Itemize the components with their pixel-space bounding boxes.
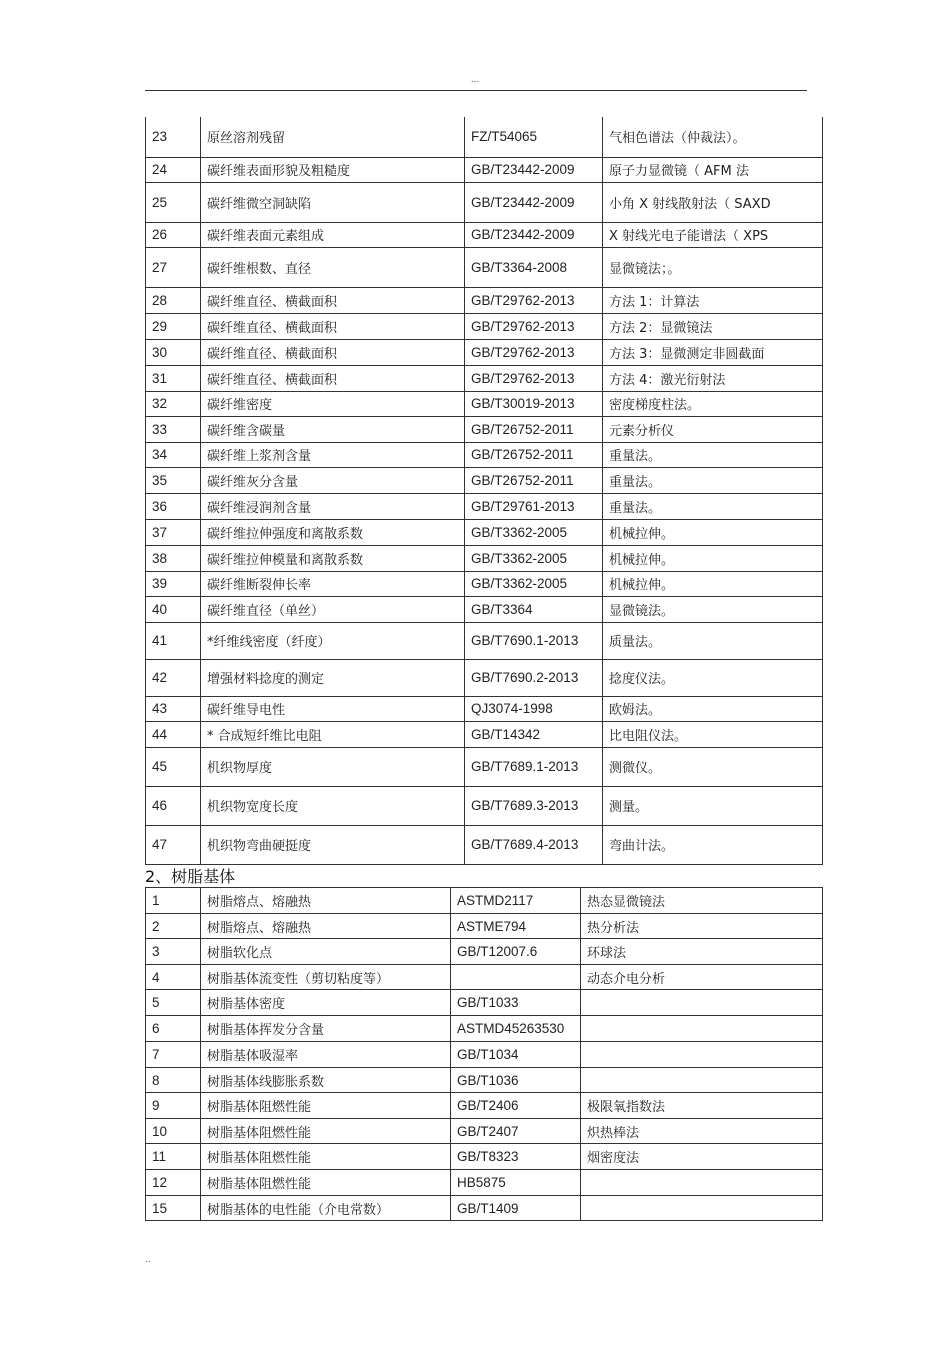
test-item: 树脂基体阻燃性能: [201, 1144, 451, 1170]
test-method: 机械拉伸。: [603, 571, 823, 596]
table-row: [146, 1068, 823, 1093]
test-item: 树脂软化点: [201, 939, 451, 965]
standard-code: GB/T8323: [451, 1144, 581, 1170]
table-row: [146, 222, 823, 247]
test-method: [581, 1016, 823, 1042]
table-row: [146, 747, 823, 786]
test-item: 碳纤维含碳量: [201, 416, 465, 442]
test-item: 碳纤维直径（单丝）: [201, 596, 465, 622]
test-item: 树脂基体阻燃性能: [201, 1093, 451, 1119]
standard-code: GB/T29762-2013: [465, 313, 603, 339]
test-method: 比电阻仪法。: [603, 721, 823, 747]
table-row: [146, 493, 823, 519]
standard-code: GB/T7690.1-2013: [465, 622, 603, 659]
row-number: 2: [146, 914, 201, 939]
table-row: [146, 622, 823, 659]
row-number: 32: [146, 391, 201, 416]
standard-code: QJ3074-1998: [465, 696, 603, 721]
standard-code: GB/T30019-2013: [465, 391, 603, 416]
test-item: 碳纤维密度: [201, 391, 465, 416]
standard-code: FZ/T54065: [465, 117, 603, 157]
standard-code: GB/T12007.6: [451, 939, 581, 965]
row-number: 41: [146, 622, 201, 659]
standard-code: ASTME794: [451, 914, 581, 939]
standard-code: GB/T1034: [451, 1042, 581, 1068]
test-method: 热态显微镜法: [581, 888, 823, 914]
table-row: [146, 965, 823, 990]
table-row: [146, 467, 823, 493]
table-row: [146, 391, 823, 416]
test-item: 树脂基体线膨胀系数: [201, 1068, 451, 1093]
standard-code: GB/T7689.3-2013: [465, 786, 603, 825]
footer-ellipsis: ..: [145, 1254, 151, 1265]
table-row: [146, 1196, 823, 1221]
row-number: 15: [146, 1196, 201, 1221]
test-item: 树脂熔点、熔融热: [201, 914, 451, 939]
test-item: 碳纤维上浆剂含量: [201, 442, 465, 467]
section-title-resin-matrix: 2、树脂基体: [145, 867, 236, 886]
test-item: 碳纤维直径、横截面积: [201, 313, 465, 339]
standard-code: GB/T1409: [451, 1196, 581, 1221]
standard-code: GB/T29762-2013: [465, 365, 603, 391]
test-method: [581, 1042, 823, 1068]
resin-test-table: [145, 887, 823, 1221]
row-number: 38: [146, 545, 201, 571]
test-method: 测微仪。: [603, 747, 823, 786]
row-number: 37: [146, 519, 201, 545]
row-number: 25: [146, 182, 201, 222]
test-method: 方法 1：计算法: [603, 287, 823, 313]
test-item: 机织物宽度长度: [201, 786, 465, 825]
standard-code: GB/T3362-2005: [465, 545, 603, 571]
test-item: 碳纤维拉伸模量和离散系数: [201, 545, 465, 571]
row-number: 47: [146, 825, 201, 864]
table-row: [146, 939, 823, 965]
standard-code: GB/T7690.2-2013: [465, 659, 603, 696]
test-method: [581, 1068, 823, 1093]
test-item: 碳纤维直径、横截面积: [201, 365, 465, 391]
standard-code: HB5875: [451, 1170, 581, 1196]
row-number: 36: [146, 493, 201, 519]
table-row: [146, 696, 823, 721]
table-row: [146, 914, 823, 939]
row-number: 34: [146, 442, 201, 467]
test-method: X 射线光电子能谱法（ XPS: [603, 222, 823, 247]
test-method: 密度梯度柱法。: [603, 391, 823, 416]
standard-code: GB/T1033: [451, 990, 581, 1016]
test-method: 方法 3：显微测定非圆截面: [603, 339, 823, 365]
standard-code: [451, 965, 581, 990]
row-number: 28: [146, 287, 201, 313]
test-method: 气相色谱法（仲裁法）。: [603, 117, 823, 157]
standard-code: GB/T26752-2011: [465, 416, 603, 442]
table-row: [146, 1042, 823, 1068]
row-number: 9: [146, 1093, 201, 1119]
row-number: 7: [146, 1042, 201, 1068]
test-method: 机械拉伸。: [603, 545, 823, 571]
test-method: 烟密度法: [581, 1144, 823, 1170]
table-row: [146, 365, 823, 391]
standard-code: GB/T7689.1-2013: [465, 747, 603, 786]
table-row: [146, 990, 823, 1016]
test-method: 极限氧指数法: [581, 1093, 823, 1119]
row-number: 27: [146, 247, 201, 287]
test-method: 欧姆法。: [603, 696, 823, 721]
fiber-test-table-body: [146, 117, 823, 864]
test-item: 树脂基体阻燃性能: [201, 1170, 451, 1196]
row-number: 12: [146, 1170, 201, 1196]
row-number: 30: [146, 339, 201, 365]
test-item: 树脂基体阻燃性能: [201, 1119, 451, 1144]
fiber-test-table: [145, 117, 823, 865]
test-method: 显微镜法。: [603, 596, 823, 622]
table-row: [146, 786, 823, 825]
test-method: 动态介电分析: [581, 965, 823, 990]
test-method: [581, 990, 823, 1016]
row-number: 29: [146, 313, 201, 339]
test-item: 碳纤维灰分含量: [201, 467, 465, 493]
row-number: 3: [146, 939, 201, 965]
standard-code: ASTMD2117: [451, 888, 581, 914]
test-method: 机械拉伸。: [603, 519, 823, 545]
table-row: [146, 596, 823, 622]
test-method: 捻度仪法。: [603, 659, 823, 696]
test-item: 碳纤维直径、横截面积: [201, 287, 465, 313]
test-method: 小角 X 射线散射法（ SAXD: [603, 182, 823, 222]
test-method: 方法 2：显微镜法: [603, 313, 823, 339]
row-number: 10: [146, 1119, 201, 1144]
test-item: 树脂熔点、熔融热: [201, 888, 451, 914]
table-row: [146, 1170, 823, 1196]
test-method: 测量。: [603, 786, 823, 825]
standard-code: GB/T3364: [465, 596, 603, 622]
row-number: 44: [146, 721, 201, 747]
standard-code: GB/T29762-2013: [465, 339, 603, 365]
header-ellipsis: ...: [470, 74, 480, 85]
row-number: 26: [146, 222, 201, 247]
header-rule: [145, 90, 807, 91]
test-method: 重量法。: [603, 493, 823, 519]
test-method: 显微镜法；。: [603, 247, 823, 287]
standard-code: ASTMD45263530: [451, 1016, 581, 1042]
test-item: * 合成短纤维比电阻: [201, 721, 465, 747]
table-row: [146, 339, 823, 365]
row-number: 1: [146, 888, 201, 914]
test-item: 树脂基体吸湿率: [201, 1042, 451, 1068]
test-item: 碳纤维导电性: [201, 696, 465, 721]
standard-code: GB/T2406: [451, 1093, 581, 1119]
table-row: [146, 182, 823, 222]
row-number: 45: [146, 747, 201, 786]
test-item: *纤维线密度（纤度）: [201, 622, 465, 659]
table-row: [146, 117, 823, 157]
table-row: [146, 1016, 823, 1042]
test-item: 原丝溶剂残留: [201, 117, 465, 157]
table-row: [146, 571, 823, 596]
row-number: 33: [146, 416, 201, 442]
test-method: 弯曲计法。: [603, 825, 823, 864]
standard-code: GB/T26752-2011: [465, 442, 603, 467]
table-row: [146, 545, 823, 571]
table-row: [146, 157, 823, 182]
table-row: [146, 1144, 823, 1170]
test-item: 碳纤维根数、直径: [201, 247, 465, 287]
table-row: [146, 1119, 823, 1144]
table-row: [146, 1093, 823, 1119]
test-method: 质量法。: [603, 622, 823, 659]
test-item: 机织物弯曲硬挺度: [201, 825, 465, 864]
resin-test-table-body: [146, 888, 823, 1221]
test-item: 碳纤维拉伸强度和离散系数: [201, 519, 465, 545]
test-method: 元素分析仪: [603, 416, 823, 442]
test-method: 环球法: [581, 939, 823, 965]
row-number: 4: [146, 965, 201, 990]
standard-code: GB/T23442-2009: [465, 222, 603, 247]
table-row: [146, 519, 823, 545]
table-row: [146, 825, 823, 864]
row-number: 39: [146, 571, 201, 596]
row-number: 5: [146, 990, 201, 1016]
test-item: 碳纤维表面元素组成: [201, 222, 465, 247]
standard-code: GB/T14342: [465, 721, 603, 747]
row-number: 11: [146, 1144, 201, 1170]
test-item: 增强材料捻度的测定: [201, 659, 465, 696]
row-number: 42: [146, 659, 201, 696]
test-method: 方法 4：激光衍射法: [603, 365, 823, 391]
table-row: [146, 659, 823, 696]
test-item: 碳纤维直径、横截面积: [201, 339, 465, 365]
test-method: 原子力显微镜（ AFM 法: [603, 157, 823, 182]
table-row: [146, 247, 823, 287]
standard-code: GB/T29761-2013: [465, 493, 603, 519]
test-method: 重量法。: [603, 442, 823, 467]
standard-code: GB/T3362-2005: [465, 571, 603, 596]
table-row: [146, 287, 823, 313]
table-row: [146, 888, 823, 914]
test-method: [581, 1196, 823, 1221]
row-number: 43: [146, 696, 201, 721]
test-method: 热分析法: [581, 914, 823, 939]
row-number: 31: [146, 365, 201, 391]
test-method: 炽热棒法: [581, 1119, 823, 1144]
standard-code: GB/T23442-2009: [465, 157, 603, 182]
standard-code: GB/T29762-2013: [465, 287, 603, 313]
row-number: 23: [146, 117, 201, 157]
test-item: 碳纤维断裂伸长率: [201, 571, 465, 596]
test-method: [581, 1170, 823, 1196]
standard-code: GB/T26752-2011: [465, 467, 603, 493]
table-row: [146, 721, 823, 747]
test-method: 重量法。: [603, 467, 823, 493]
row-number: 40: [146, 596, 201, 622]
row-number: 35: [146, 467, 201, 493]
test-item: 碳纤维微空洞缺陷: [201, 182, 465, 222]
test-item: 树脂基体挥发分含量: [201, 1016, 451, 1042]
row-number: 6: [146, 1016, 201, 1042]
test-item: 机织物厚度: [201, 747, 465, 786]
table-row: [146, 313, 823, 339]
standard-code: GB/T1036: [451, 1068, 581, 1093]
table-row: [146, 416, 823, 442]
test-item: 树脂基体流变性（剪切粘度等）: [201, 965, 451, 990]
standard-code: GB/T3362-2005: [465, 519, 603, 545]
table-row: [146, 442, 823, 467]
standard-code: GB/T2407: [451, 1119, 581, 1144]
row-number: 46: [146, 786, 201, 825]
test-item: 碳纤维表面形貌及粗糙度: [201, 157, 465, 182]
standard-code: GB/T23442-2009: [465, 182, 603, 222]
standard-code: GB/T3364-2008: [465, 247, 603, 287]
test-item: 树脂基体的电性能（介电常数）: [201, 1196, 451, 1221]
standard-code: GB/T7689.4-2013: [465, 825, 603, 864]
test-item: 树脂基体密度: [201, 990, 451, 1016]
row-number: 8: [146, 1068, 201, 1093]
row-number: 24: [146, 157, 201, 182]
test-item: 碳纤维浸润剂含量: [201, 493, 465, 519]
